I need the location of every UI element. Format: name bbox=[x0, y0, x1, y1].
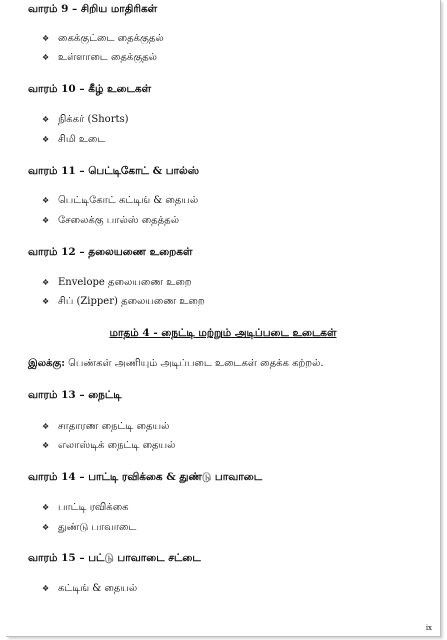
week-15-heading: வாரம் 15 – பட்டு பாவாடை சட்டை bbox=[28, 552, 201, 564]
diamond-bullet-icon: ❖ bbox=[42, 503, 50, 512]
list-item: ❖ கைக்குட்டை தைக்குதல் bbox=[42, 33, 164, 44]
diamond-bullet-icon: ❖ bbox=[42, 115, 50, 124]
list-item: ❖ பெட்டிகோட் கட்டிங் & தையல் bbox=[42, 195, 199, 206]
diamond-bullet-icon: ❖ bbox=[42, 53, 50, 62]
diamond-bullet-icon: ❖ bbox=[42, 584, 50, 593]
diamond-bullet-icon: ❖ bbox=[42, 135, 50, 144]
list-item: ❖ சாதாரண நைட்டி தையல் bbox=[42, 421, 170, 432]
week-11-heading: வாரம் 11 – பெட்டிகோட் & பால்ஸ் bbox=[28, 165, 200, 177]
goal-label: இலக்கு: bbox=[28, 358, 65, 369]
list-item: ❖ சேலைக்கு பால்ஸ் தைத்தல் bbox=[42, 215, 179, 226]
document-page bbox=[6, 0, 441, 637]
diamond-bullet-icon: ❖ bbox=[42, 278, 50, 287]
page-number: ix bbox=[425, 624, 432, 632]
week-13-heading: வாரம் 13 – நைட்டி bbox=[28, 389, 122, 401]
diamond-bullet-icon: ❖ bbox=[42, 196, 50, 205]
week-9-heading: வாரம் 9 – சிறிய மாதிரிகள் bbox=[28, 3, 158, 15]
diamond-bullet-icon: ❖ bbox=[42, 34, 50, 43]
list-item: ❖ கட்டிங் & தையல் bbox=[42, 583, 138, 594]
week-10-heading: வாரம் 10 – கீழ் உடைகள் bbox=[28, 83, 152, 95]
list-item: ❖ துண்டு பாவாடை bbox=[42, 522, 137, 533]
diamond-bullet-icon: ❖ bbox=[42, 523, 50, 532]
diamond-bullet-icon: ❖ bbox=[42, 297, 50, 306]
goal-text: பெண்கள் அணியும் அடிப்படை உடைகள் தைக்க கற்றல். bbox=[64, 358, 324, 369]
list-item: ❖ சிமி உடை bbox=[42, 134, 106, 145]
goal-line bbox=[28, 357, 324, 371]
list-item: ❖ Envelope தலையணை உறை bbox=[42, 277, 192, 288]
week-12-heading: வாரம் 12 – தலையணை உறைகள் bbox=[28, 246, 193, 258]
list-item: ❖ உள்ளாடை தைக்குதல் bbox=[42, 52, 157, 63]
list-item: ❖ பாட்டி ரவிக்கை bbox=[42, 502, 129, 513]
list-item: ❖ எலாஸ்டிக் நைட்டி தையல் bbox=[42, 440, 176, 451]
week-14-heading: வாரம் 14 – பாட்டி ரவிக்கை & துண்டு பாவாடை bbox=[28, 471, 263, 483]
month-heading: மாதம் 4 - நைட்டி மற்றும் அடிப்படை உடைகள் bbox=[109, 327, 337, 339]
diamond-bullet-icon: ❖ bbox=[42, 441, 50, 450]
diamond-bullet-icon: ❖ bbox=[42, 422, 50, 431]
list-item: ❖ சிப் (Zipper) தலையணை உறை bbox=[42, 296, 205, 307]
list-item: ❖ நிக்கர் (Shorts) bbox=[42, 114, 129, 125]
diamond-bullet-icon: ❖ bbox=[42, 216, 50, 225]
